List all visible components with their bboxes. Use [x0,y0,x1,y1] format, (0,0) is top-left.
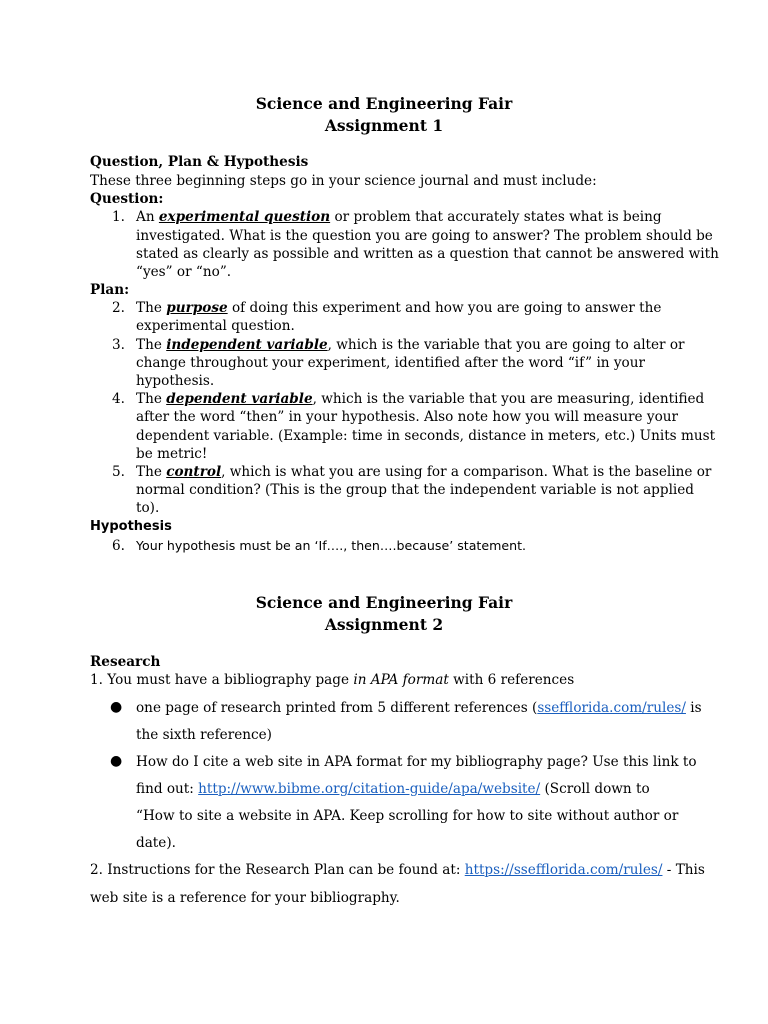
item-2-number: 2. [112,300,125,316]
item-1-line-4: “yes” or “no”. [136,264,232,280]
question-label: Question: [90,191,164,207]
bullet-2-line-4: date). [136,835,176,851]
research-label: Research [90,654,161,670]
research-item-1: 1. You must have a bibliography page in APA format with 6 references [90,672,575,688]
item-6-text: Your hypothesis must be an ‘If…., then….because’ statement. [136,538,527,553]
item-4-line-2: after the word “then” in your hypothesis. Also note how you will measure your [136,409,679,425]
term-dependent-variable: dependent variable [166,391,313,407]
item-2-line-1: The purpose of doing this experiment and how you are going to answer the [136,300,662,316]
assignment2-title-line1: Science and Engineering Fair [255,593,513,612]
link-bibme-apa-website[interactable]: http://www.bibme.org/citation-guide/apa/website/ [198,781,541,797]
item-6-number: 6. [112,538,125,554]
item-5-line-2: normal condition? (This is the group that the independent variable is not applied [136,482,695,498]
bullet-1-line-1: one page of research printed from 5 different references (ssefflorida.com/rules/ is [136,700,702,716]
item-3-line-3: hypothesis. [136,373,215,389]
item-1-number: 1. [112,209,125,225]
hypothesis-label: Hypothesis [90,519,172,534]
item-5-line-3: to). [136,500,160,516]
item-4-line-3: dependent variable. (Example: time in seconds, distance in meters, etc.) Units must [136,428,716,444]
section-heading: Question, Plan & Hypothesis [90,154,309,170]
item-5-number: 5. [112,464,125,480]
plan-label: Plan: [90,282,130,298]
bullet-2-line-1: How do I cite a web site in APA format for my bibliography page? Use this link to [136,754,697,770]
item-2-line-2: experimental question. [136,318,295,334]
intro-text: These three beginning steps go in your science journal and must include: [90,173,597,189]
research-item-2-line-1: 2. Instructions for the Research Plan can be found at: https://ssefflorida.com/rules/ - This [90,862,705,878]
assignment2-title-line2: Assignment 2 [324,615,444,634]
item-5-line-1: The control, which is what you are using for a comparison. What is the baseline or [136,464,712,480]
item-1-line-2: investigated. What is the question you are going to answer? The problem should be [136,228,713,244]
research-item-2-line-2: web site is a reference for your bibliography. [90,890,400,906]
bullet-2-line-2: find out: http://www.bibme.org/citation-guide/apa/website/ (Scroll down to [136,781,650,797]
item-3-number: 3. [112,337,125,353]
assignment1-title-line2: Assignment 1 [324,116,444,135]
item-4-number: 4. [112,391,125,407]
bullet-1-line-2: the sixth reference) [136,727,272,743]
item-3-line-2: change throughout your experiment, identified after the word “if” in your [136,355,645,371]
assignment1-title-line1: Science and Engineering Fair [255,94,513,113]
item-1-line-1: An experimental question or problem that accurately states what is being [136,209,662,225]
bullet-2-dot: ● [110,753,123,769]
term-independent-variable: independent variable [166,337,328,353]
item-1-line-3: stated as clearly as possible and written as a question that cannot be answered with [136,246,719,262]
term-control: control [166,464,222,480]
term-purpose: purpose [166,300,228,316]
item-3-line-1: The independent variable, which is the variable that you are going to alter or [136,337,685,353]
term-experimental-question: experimental question [158,209,331,225]
link-ssefflorida-rules[interactable]: ssefflorida.com/rules/ [537,700,686,716]
bullet-1-dot: ● [110,699,123,715]
item-4-line-4: be metric! [136,446,208,462]
link-ssefflorida-rules-https[interactable]: https://ssefflorida.com/rules/ [464,862,663,878]
item-4-line-1: The dependent variable, which is the variable that you are measuring, identified [136,391,705,407]
bullet-2-line-3: “How to site a website in APA. Keep scrolling for how to site without author or [136,808,679,824]
